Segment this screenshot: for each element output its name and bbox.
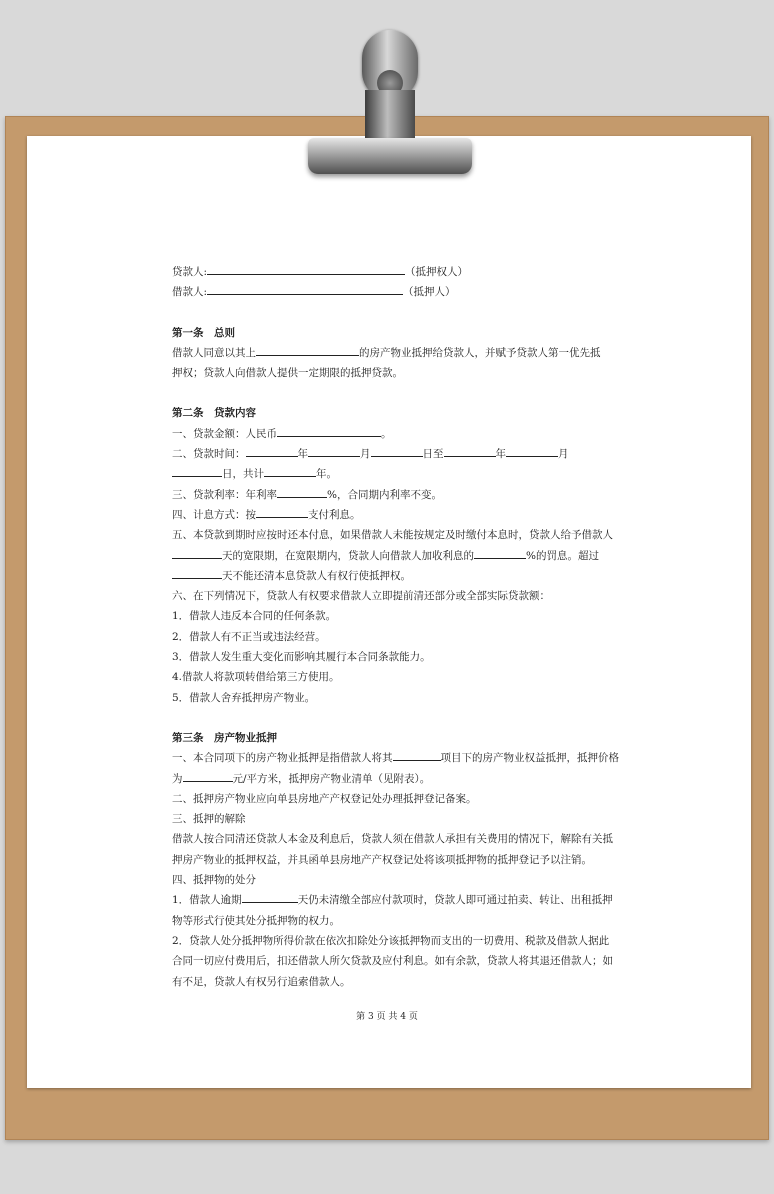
list-item: 1．借款人违反本合同的任何条款。 [172, 610, 337, 623]
paragraph: 二、贷款时间： 年 月 日至 年 月 [172, 444, 612, 464]
page-number: 第 3 页 共 4 页 [356, 1012, 418, 1022]
paragraph: 有不足，贷款人有权另行追索借款人。 [172, 975, 351, 988]
paragraph: 借款人同意以其上 的房产物业抵押给贷款人，并赋予贷款人第一优先抵 [172, 343, 612, 363]
paragraph: 2．贷款人处分抵押物所得价款在依次扣除处分该抵押物而支出的一切费用、税款及借款人据此 [172, 934, 610, 947]
paragraph: 物等形式行使其处分抵押物的权力。 [172, 914, 340, 927]
paragraph: 天的宽限期，在宽限期内，贷款人向借款人加收利息的 %的罚息。超过 [172, 546, 612, 566]
blank [207, 263, 405, 275]
paragraph: 二、抵押房产物业应向单县房地产产权登记处办理抵押登记备案。 [172, 792, 477, 805]
binder-clip-icon [290, 20, 490, 180]
paragraph: 四、计息方式：按 支付利息。 [172, 505, 612, 525]
paragraph: 一、本合同项下的房产物业抵押是指借款人将其 项目下的房产物业权益抵押，抵押价格 [172, 748, 612, 768]
blank [506, 445, 558, 457]
article-2-heading: 第二条 贷款内容 [172, 407, 256, 420]
blank [242, 891, 298, 903]
blank [393, 749, 441, 761]
blank [172, 465, 222, 477]
paragraph: 一、贷款金额：人民币 。 [172, 424, 612, 444]
blank [264, 465, 316, 477]
list-item: 5．借款人舍弃抵押房产物业。 [172, 691, 316, 704]
blank [172, 547, 222, 559]
blank [246, 445, 298, 457]
blank [256, 506, 308, 518]
paragraph: 为 元/平方米，抵押房产物业清单（见附表）。 [172, 769, 612, 789]
paragraph: 天不能还清本息贷款人有权行使抵押权。 [172, 566, 612, 586]
blank [183, 770, 233, 782]
paragraph: 三、贷款利率：年利率 %，合同期内利率不变。 [172, 485, 612, 505]
blank [371, 445, 423, 457]
paragraph: 押权；贷款人向借款人提供一定期限的抵押贷款。 [172, 367, 403, 380]
contract-text [172, 262, 619, 992]
blank [474, 547, 526, 559]
list-item: 3．借款人发生重大变化而影响其履行本合同条款能力。 [172, 651, 431, 664]
article-1-heading: 第一条 总则 [172, 326, 235, 339]
borrower-line: 借款人: （抵押人） [172, 282, 612, 302]
blank [172, 567, 222, 579]
list-item: 2．借款人有不正当或违法经营。 [172, 630, 326, 643]
paragraph: 押房产物业的抵押权益，并具函单县房地产产权登记处将该项抵押物的抵押登记予以注销。 [172, 853, 592, 866]
paragraph: 合同一切应付费用后，扣还借款人所欠贷款及应付利息。如有余款，贷款人将其退还借款人；如 [172, 955, 613, 968]
blank [444, 445, 496, 457]
paragraph: 借款人按合同清还贷款人本金及利息后，贷款人须在借款人承担有关费用的情况下，解除有关抵 [172, 833, 613, 846]
blank [256, 344, 359, 356]
paragraph: 1．借款人逾期 天仍未清缴全部应付款项时，贷款人即可通过拍卖、转让、出租抵押 [172, 890, 612, 910]
paragraph: 六、在下列情况下，贷款人有权要求借款人立即提前清还部分或全部实际贷款额： [172, 590, 550, 603]
blank [308, 445, 360, 457]
list-item: 4.借款人将款项转借给第三方使用。 [172, 671, 340, 684]
blank [277, 425, 381, 437]
blank [207, 283, 403, 295]
blank [277, 486, 327, 498]
paragraph: 四、抵押物的处分 [172, 874, 256, 887]
article-3-heading: 第三条 房产物业抵押 [172, 731, 277, 744]
paragraph: 日，共计 年。 [172, 464, 612, 484]
paragraph: 三、抵押的解除 [172, 813, 246, 826]
lender-line: 贷款人: （抵押权人） [172, 262, 612, 282]
paragraph: 五、本贷款到期时应按时还本付息，如果借款人未能按规定及时缴付本息时，贷款人给予借款人 [172, 529, 613, 542]
